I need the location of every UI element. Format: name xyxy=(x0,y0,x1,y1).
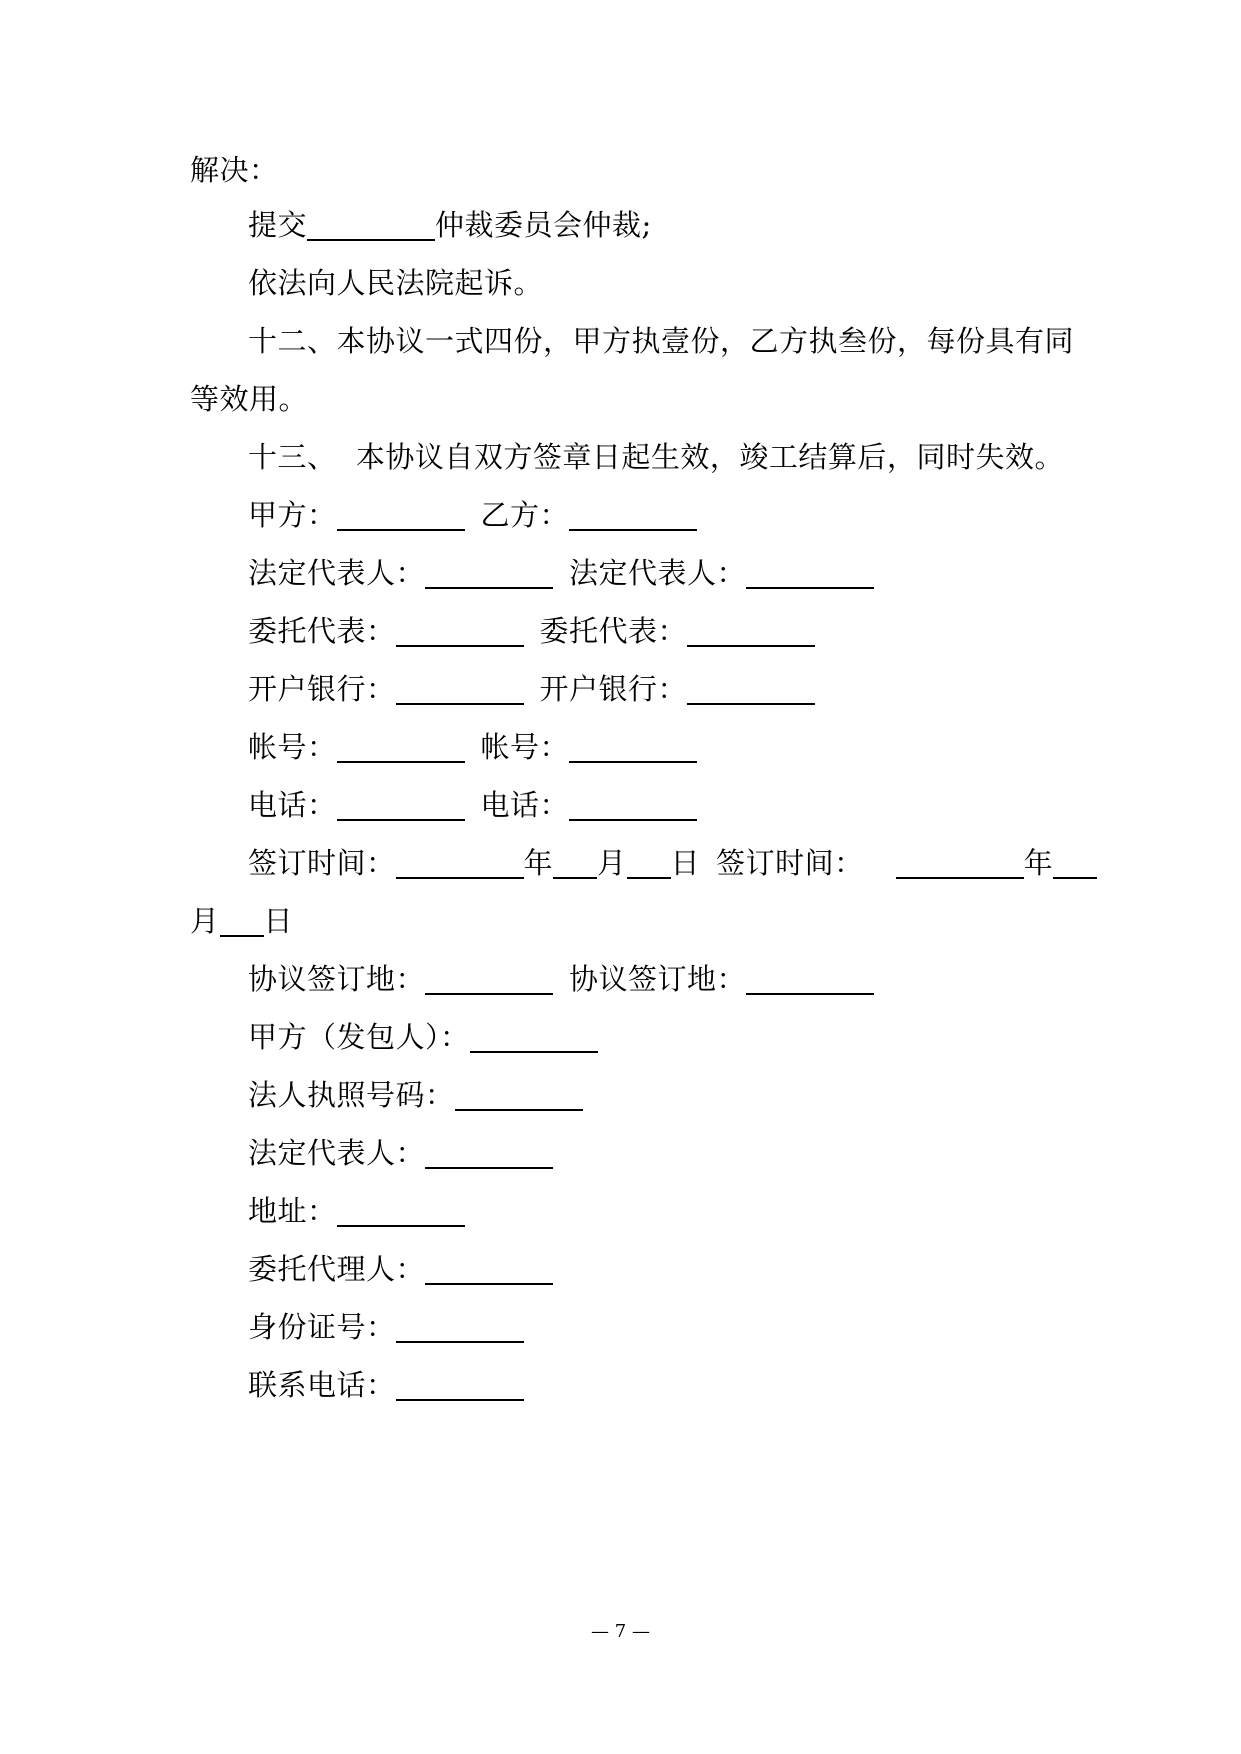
row-party-a-contractor xyxy=(0,1017,1241,1057)
text-line-clause-13 xyxy=(0,437,1241,477)
party-a-contractor-blank xyxy=(470,1017,598,1053)
legal-rep-label: 法定代表人： xyxy=(248,1136,426,1170)
text-line-arbitration xyxy=(0,205,1241,245)
day-a-label: 日 xyxy=(670,846,701,880)
page-number: — 7 — xyxy=(591,1621,650,1642)
signature-row-sign-time-cont xyxy=(0,901,1241,941)
clause-12-cont-text: 等效用。 xyxy=(190,382,309,416)
phone-b-blank xyxy=(569,785,697,821)
agent-b-label: 委托代表： xyxy=(539,614,688,648)
signature-row-parties xyxy=(0,495,1241,535)
sign-time-b-day-blank xyxy=(220,901,264,937)
legal-rep-b-label: 法定代表人： xyxy=(569,556,747,590)
agent-b-blank xyxy=(687,611,815,647)
legal-rep-blank xyxy=(425,1133,553,1169)
year-a-label: 年 xyxy=(523,846,554,880)
sign-time-a-label: 签订时间： xyxy=(248,846,396,880)
signature-row-phone xyxy=(0,785,1241,825)
text-line-clause-12-cont xyxy=(0,379,1241,419)
sign-place-b-label: 协议签订地： xyxy=(569,962,747,996)
address-blank xyxy=(337,1191,465,1227)
day-b-label: 日 xyxy=(263,904,294,938)
bank-a-label: 开户银行： xyxy=(248,672,396,706)
row-license-no xyxy=(0,1075,1241,1115)
id-no-label: 身份证号： xyxy=(248,1310,396,1344)
row-legal-rep xyxy=(0,1133,1241,1173)
text-line-lawsuit xyxy=(0,263,1241,303)
sign-time-a-day-blank xyxy=(627,843,671,879)
license-no-label: 法人执照号码： xyxy=(248,1078,455,1112)
month-a-label: 月 xyxy=(597,846,627,880)
account-b-blank xyxy=(569,727,697,763)
party-b-blank xyxy=(569,495,697,531)
signature-row-sign-time xyxy=(0,843,1241,883)
signature-row-sign-place xyxy=(0,959,1241,999)
legal-rep-b-blank xyxy=(746,553,874,589)
signature-row-account xyxy=(0,727,1241,767)
account-a-blank xyxy=(337,727,465,763)
proxy-label: 委托代理人： xyxy=(248,1252,426,1286)
sign-time-b-year-blank xyxy=(896,843,1024,879)
month-b-label: 月 xyxy=(190,904,220,938)
id-no-blank xyxy=(396,1307,524,1343)
row-id-no xyxy=(0,1307,1241,1347)
bank-b-label: 开户银行： xyxy=(539,672,688,706)
resolve-text: 解决： xyxy=(190,153,279,187)
phone-b-label: 电话： xyxy=(480,788,570,822)
signature-row-agent xyxy=(0,611,1241,651)
account-a-label: 帐号： xyxy=(248,730,337,764)
row-contact-phone xyxy=(0,1365,1241,1405)
submit-text: 提交 xyxy=(248,208,308,242)
address-label: 地址： xyxy=(248,1194,337,1228)
signature-row-bank xyxy=(0,669,1241,709)
text-line-resolve xyxy=(0,150,1241,190)
sign-time-a-year-blank xyxy=(396,843,524,879)
bank-a-blank xyxy=(396,669,524,705)
sign-time-b-label: 签订时间： xyxy=(716,846,864,880)
party-b-label: 乙方： xyxy=(480,498,570,532)
arbitration-blank xyxy=(307,205,435,241)
row-address xyxy=(0,1191,1241,1231)
legal-rep-a-blank xyxy=(425,553,553,589)
license-no-blank xyxy=(455,1075,583,1111)
agent-a-label: 委托代表： xyxy=(248,614,396,648)
sign-place-a-label: 协议签订地： xyxy=(248,962,426,996)
arbitration-text: 仲裁委员会仲裁; xyxy=(435,208,652,242)
agent-a-blank xyxy=(396,611,524,647)
phone-a-blank xyxy=(337,785,465,821)
sign-place-a-blank xyxy=(425,959,553,995)
party-a-blank xyxy=(337,495,465,531)
signature-row-legal-rep xyxy=(0,553,1241,593)
year-b-label: 年 xyxy=(1023,846,1054,880)
party-a-contractor-label: 甲方（发包人）： xyxy=(248,1020,470,1054)
sign-time-b-month-blank xyxy=(1053,843,1097,879)
contact-phone-blank xyxy=(396,1365,524,1401)
phone-a-label: 电话： xyxy=(248,788,337,822)
sign-time-a-month-blank xyxy=(553,843,597,879)
sign-place-b-blank xyxy=(746,959,874,995)
legal-rep-a-label: 法定代表人： xyxy=(248,556,426,590)
lawsuit-text: 依法向人民法院起诉。 xyxy=(248,266,544,300)
text-line-clause-12 xyxy=(0,321,1241,361)
proxy-blank xyxy=(425,1249,553,1285)
party-a-label: 甲方： xyxy=(248,498,337,532)
clause-13-text: 十三、 本协议自双方签章日起生效，竣工结算后，同时失效。 xyxy=(248,440,1064,474)
clause-12-text: 十二、本协议一式四份，甲方执壹份，乙方执叁份，每份具有同 xyxy=(248,324,1075,358)
account-b-label: 帐号： xyxy=(480,730,570,764)
contact-phone-label: 联系电话： xyxy=(248,1368,396,1402)
row-proxy xyxy=(0,1249,1241,1289)
bank-b-blank xyxy=(687,669,815,705)
